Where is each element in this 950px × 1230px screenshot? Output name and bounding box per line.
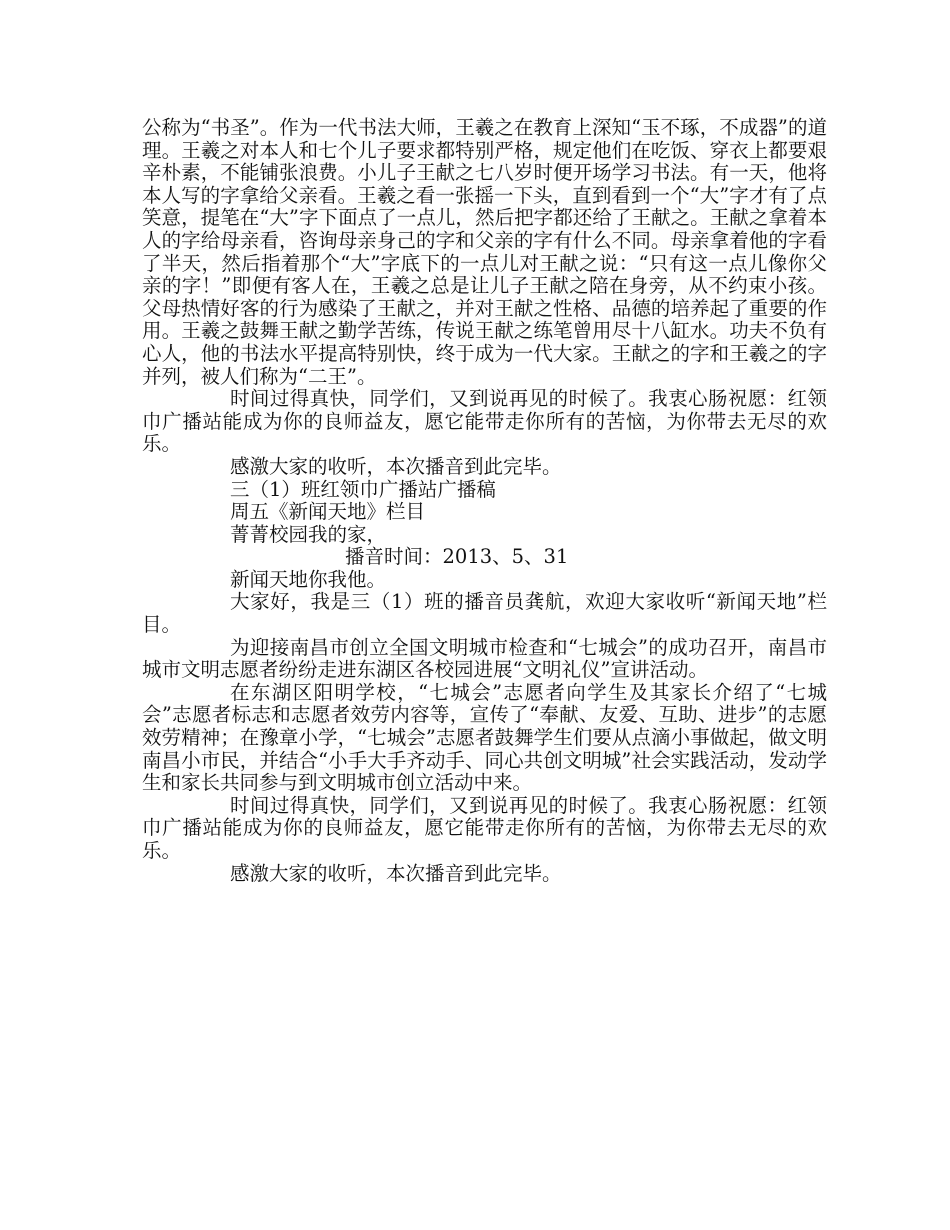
paragraph-thanks: 感激大家的收听，本次播音到此完毕。 [230, 454, 562, 478]
paragraph-greeting: 大家好，我是三（1）班的播音员龚航，欢迎大家收听“新闻天地”栏目。 [142, 590, 827, 637]
broadcast-time: 播音时间：2013、5、31 [345, 545, 569, 569]
paragraph-wang-xizhi-story: 公称为“书圣”。作为一代书法大师，王羲之在教育上深知“玉不琢，不成器”的道理。王羲之对本人和七个儿子要求都特别严格，规定他们在吃饭、穿衣上都要艰辛朴素，不能铺张浪费。小儿子王献之七八岁时便开场学习书法。有一天，他将本人写的字拿给父亲看。王羲之看一张摇一下头，直到看到一个“大”字才有了点笑意，提笔在“大”字下面点了一点儿，然后把字都还给了王献之。王献之拿着本人的字给母亲看，咨询母亲身己的字和父亲的字有什么不同。母亲拿着他的字看了半天，然后指着那个“大”字底下的一点儿对王献之说：“只有这一点儿像你父亲的字！”即便有客人在，王羲之总是让儿子王献之陪在身旁，从不约束小孩。父母热情好客的行为感染了王献之，并对王献之性格、品德的培养起了重要的作用。王羲之鼓舞王献之勤学苦练，传说王献之练笔曾用尽十八缸水。功夫不负有心人，他的书法水平提高特别快，终于成为一代大家。王献之的字和王羲之的字并列，被人们称为“二王”。 [142, 116, 827, 388]
document-page [142, 117, 827, 885]
paragraph-news-intro: 为迎接南昌市创立全国文明城市检查和“七城会”的成功召开，南昌市城市文明志愿者纷纷走进东湖区各校园进展“文明礼仪”宣讲活动。 [142, 635, 827, 682]
opening-verse-1: 菁菁校园我的家， [230, 522, 387, 546]
column-title: 周五《新闻天地》栏目 [230, 500, 426, 524]
opening-verse-2: 新闻天地你我他。 [230, 567, 387, 591]
paragraph-news-detail: 在东湖区阳明学校，“七城会”志愿者向学生及其家长介绍了“七城会”志愿者标志和志愿者效劳内容等，宣传了“奉献、友爱、互助、进步”的志愿效劳精神；在豫章小学，“七城会”志愿者鼓舞学生们要从点滴小事做起，做文明南昌小市民，并结合“小手大手齐动手、同心共创文明城”社会实践活动，发动学生和家长共同参与到文明城市创立活动中来。 [142, 680, 827, 795]
broadcast-title: 三（1）班红领巾广播站广播稿 [230, 477, 496, 501]
paragraph-farewell-2: 时间过得真快，同学们，又到说再见的时候了。我衷心肠祝愿：红领巾广播站能成为你的良师益友，愿它能带走你所有的苦恼，为你带去无尽的欢乐。 [142, 793, 827, 862]
paragraph-thanks-2: 感激大家的收听，本次播音到此完毕。 [230, 861, 562, 885]
paragraph-farewell: 时间过得真快，同学们，又到说再见的时候了。我衷心肠祝愿：红领巾广播站能成为你的良师益友，愿它能带走你所有的苦恼，为你带去无尽的欢乐。 [142, 387, 827, 456]
